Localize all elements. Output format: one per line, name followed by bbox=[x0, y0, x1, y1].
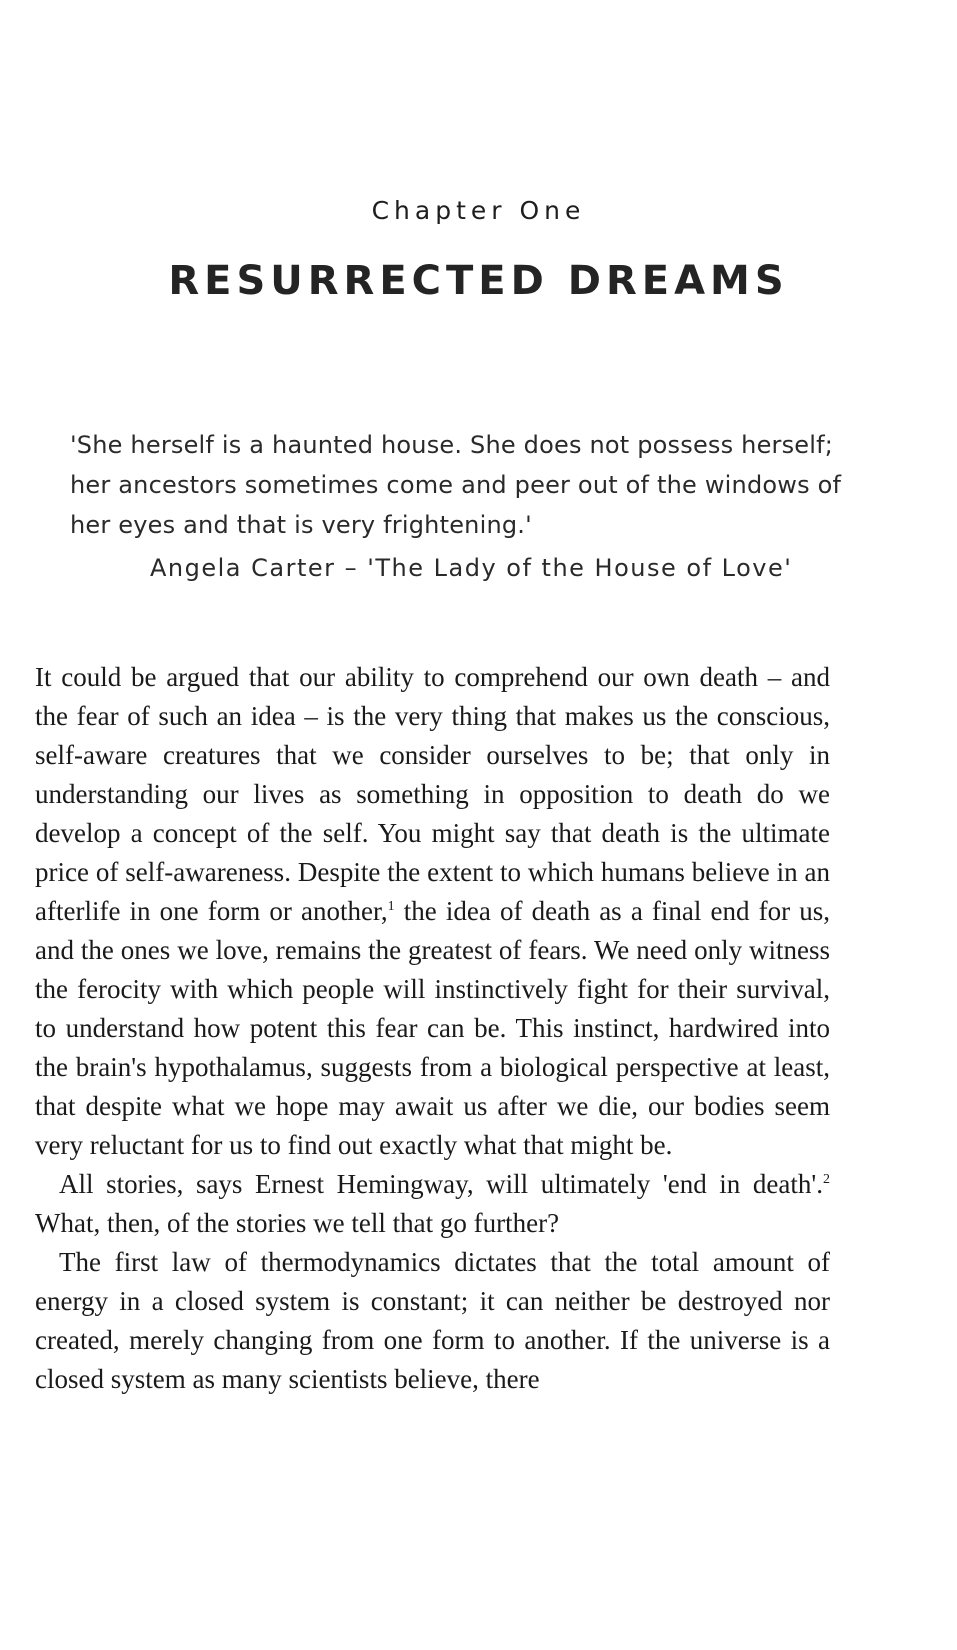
paragraph-2-text-a: All stories, says Ernest Hemingway, will ultimately 'end in death'. bbox=[59, 1169, 823, 1199]
chapter-title: RESURRECTED DREAMS bbox=[168, 258, 789, 304]
paragraph-1-text-b: the idea of death as a final end for us, and the ones we love, remains the greatest of fears. We need only witness the ferocity with which people will instinctively fight for their survival, to understand how potent this fear can be. This instinct, hardwired into the brain's hypothalamus, suggests from a biological perspective at least, that despite what we hope may await us after we die, our bodies seem very reluctant for us to find out exactly what that might be. bbox=[35, 896, 830, 1160]
epigraph-attribution: Angela Carter – 'The Lady of the House of Love' bbox=[150, 554, 793, 582]
footnote-ref-1: 1 bbox=[387, 899, 395, 914]
paragraph-2 bbox=[35, 1165, 830, 1243]
paragraph-1-text-a: It could be argued that our ability to comprehend our own death – and the fear of such an idea – is the very thing that makes us the conscious, self-aware creatures that we consider ourselves to be; that only in understanding our lives as something in opposition to death do we develop a concept of the self. You might say that death is the ultimate price of self-awareness. Despite the extent to which humans believe in an afterlife in one form or another, bbox=[35, 662, 830, 926]
chapter-body bbox=[35, 658, 830, 1399]
chapter-label: Chapter One bbox=[371, 196, 586, 225]
epigraph-quote: 'She herself is a haunted house. She does not possess herself; her ancestors sometimes come and peer out of the windows of her eyes and that is very frightening.' bbox=[70, 431, 842, 539]
paragraph-3: The first law of thermodynamics dictates that the total amount of energy in a closed system is constant; it can neither be destroyed nor created, merely changing from one form to another. If the universe is a closed system as many scientists believe, there bbox=[35, 1247, 830, 1394]
footnote-ref-2: 2 bbox=[823, 1172, 830, 1187]
paragraph-2-text-b: What, then, of the stories we tell that go further? bbox=[35, 1208, 560, 1238]
paragraph-1 bbox=[35, 658, 830, 1165]
